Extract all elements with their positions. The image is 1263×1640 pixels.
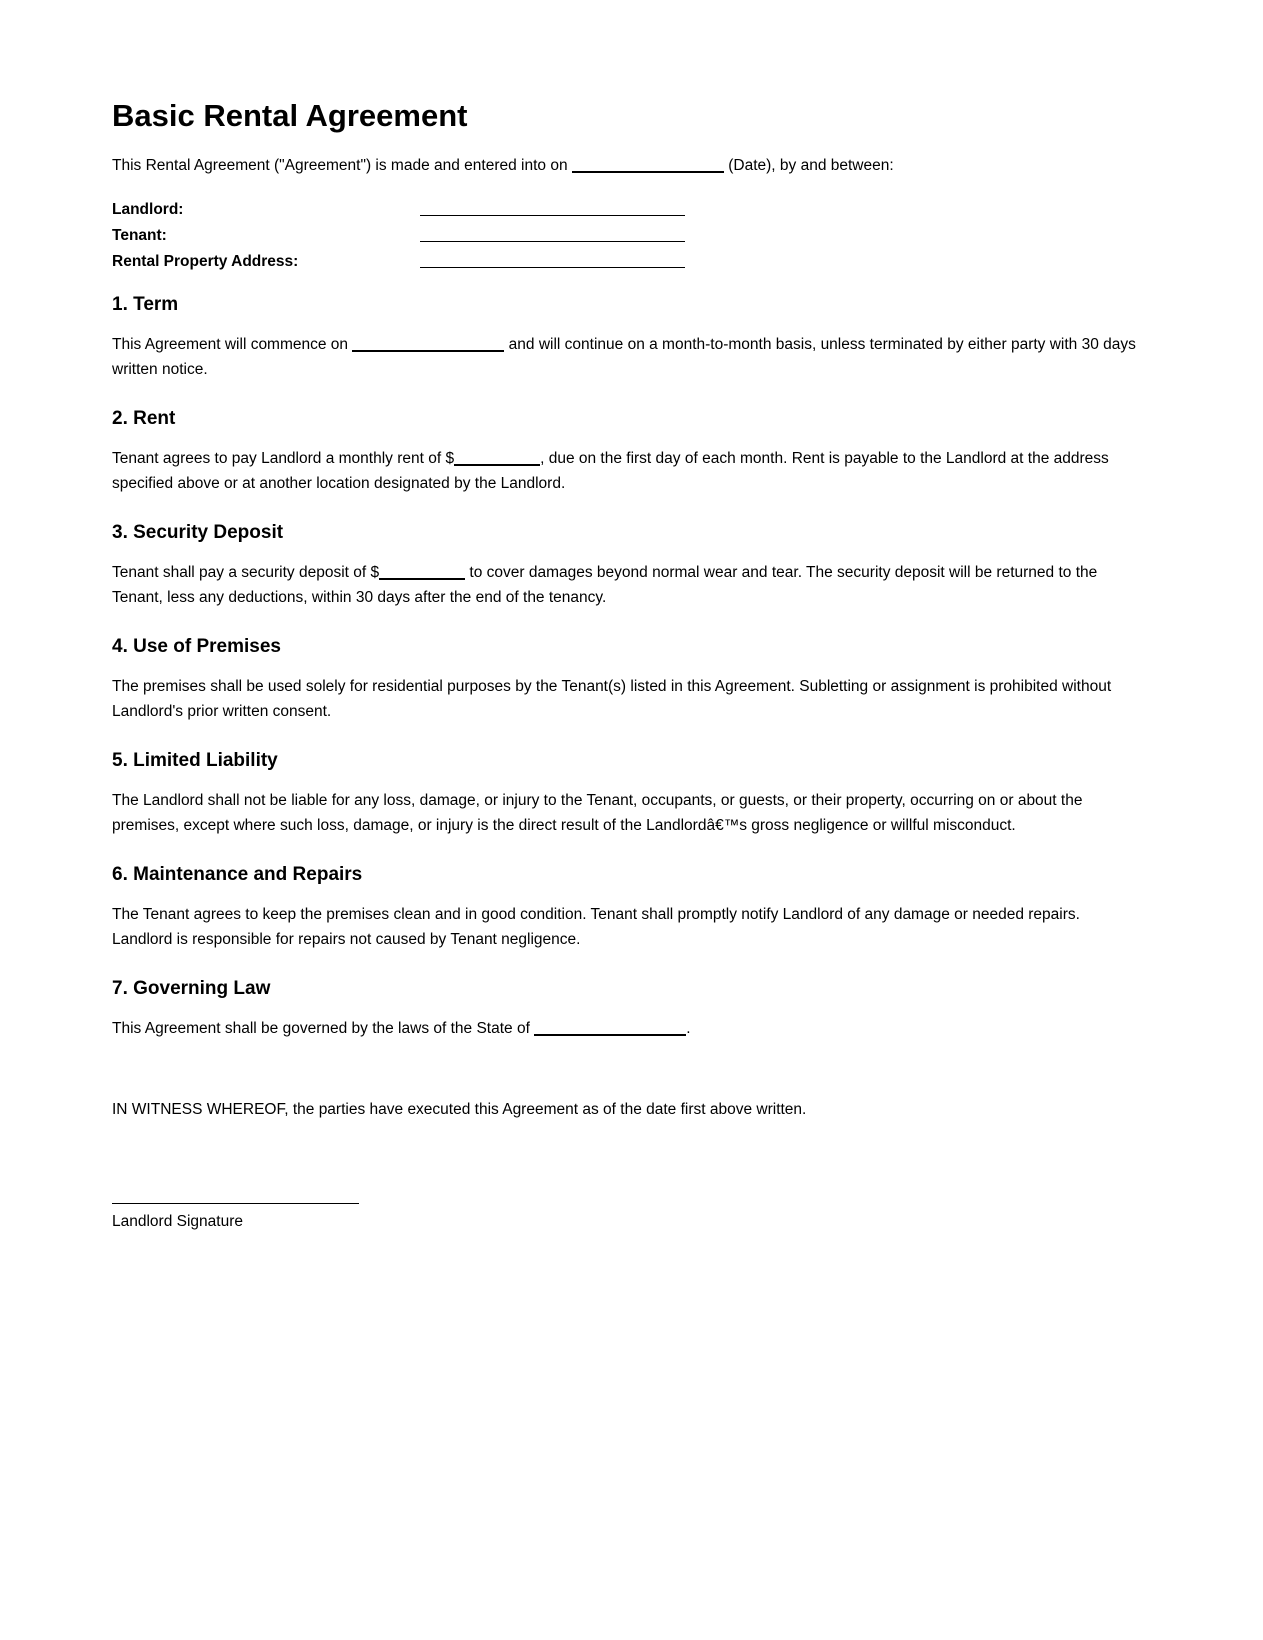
landlord-signature-line[interactable] xyxy=(112,1203,359,1204)
section-heading: 2. Rent xyxy=(112,408,176,429)
section-heading: 4. Use of Premises xyxy=(112,636,281,657)
deposit-text-before: Tenant shall pay a security deposit of $ xyxy=(112,564,380,581)
section-term xyxy=(112,292,1142,382)
intro-text-after: (Date), by and between: xyxy=(728,157,894,174)
tenant-name-blank[interactable] xyxy=(420,241,685,242)
rent-text-before: Tenant agrees to pay Landlord a monthly rent of $ xyxy=(112,450,455,467)
section-maintenance xyxy=(112,862,1142,952)
section-governing-law xyxy=(112,976,1142,1041)
intro-paragraph xyxy=(112,155,894,177)
section-heading: 5. Limited Liability xyxy=(112,750,278,771)
page-title: Basic Rental Agreement xyxy=(112,98,468,133)
monthly-rent-blank[interactable] xyxy=(454,448,540,466)
property-address-blank[interactable] xyxy=(420,267,685,268)
governing-state-blank[interactable] xyxy=(534,1018,686,1036)
landlord-signature-label: Landlord Signature xyxy=(112,1213,243,1230)
section-body xyxy=(112,332,1142,382)
party-row-address xyxy=(112,251,812,277)
property-address-label: Rental Property Address: xyxy=(112,253,299,270)
section-use-of-premises xyxy=(112,634,1142,724)
section-heading: 7. Governing Law xyxy=(112,978,271,999)
landlord-label: Landlord: xyxy=(112,201,184,218)
section-body: The Landlord shall not be liable for any loss, damage, or injury to the Tenant, occupants, or guests, or their property, occurring on or about the premises, except where such loss, damage, or injury is the direct result of the Landlordâ€™s gross negligence or willful misconduct. xyxy=(112,792,1083,834)
deposit-text-after: to cover damages beyond normal wear and tear. The security deposit will be returned to the Tenant, less any deductions, within 30 days after the end of the tenancy. xyxy=(112,564,1098,606)
section-body xyxy=(112,560,1142,610)
security-deposit-blank[interactable] xyxy=(379,562,465,580)
term-text-before: This Agreement will commence on xyxy=(112,336,349,353)
rent-text-after: , due on the first day of each month. Rent is payable to the Landlord at the address specified above or at another location designated by the Landlord. xyxy=(112,450,1109,492)
section-heading: 1. Term xyxy=(112,294,179,315)
section-heading: 6. Maintenance and Repairs xyxy=(112,864,363,885)
party-row-landlord xyxy=(112,199,812,225)
tenant-label: Tenant: xyxy=(112,227,167,244)
intro-text-before: This Rental Agreement ("Agreement") is made and entered into on xyxy=(112,157,568,174)
term-text-after: and will continue on a month-to-month basis, unless terminated by either party with 30 days written notice. xyxy=(112,336,1136,378)
witness-statement: IN WITNESS WHEREOF, the parties have executed this Agreement as of the date first above written. xyxy=(112,1101,807,1118)
section-body xyxy=(112,446,1142,496)
section-body: The premises shall be used solely for residential purposes by the Tenant(s) listed in this Agreement. Subletting or assignment is prohibited without Landlord's prior written consent. xyxy=(112,678,1112,720)
party-row-tenant xyxy=(112,225,812,251)
section-heading: 3. Security Deposit xyxy=(112,522,284,543)
section-body: The Tenant agrees to keep the premises clean and in good condition. Tenant shall promptly notify Landlord of any damage or needed repairs. Landlord is responsible for repairs not caused by Tenant negligence. xyxy=(112,906,1080,948)
section-security-deposit xyxy=(112,520,1142,610)
agreement-date-blank[interactable] xyxy=(572,155,724,173)
section-body xyxy=(112,1016,1142,1041)
parties-block xyxy=(112,199,812,277)
law-text-before: This Agreement shall be governed by the laws of the State of xyxy=(112,1020,530,1037)
section-rent xyxy=(112,406,1142,496)
landlord-name-blank[interactable] xyxy=(420,215,685,216)
section-limited-liability xyxy=(112,748,1142,838)
law-text-after: . xyxy=(686,1020,691,1037)
commence-date-blank[interactable] xyxy=(352,334,504,352)
